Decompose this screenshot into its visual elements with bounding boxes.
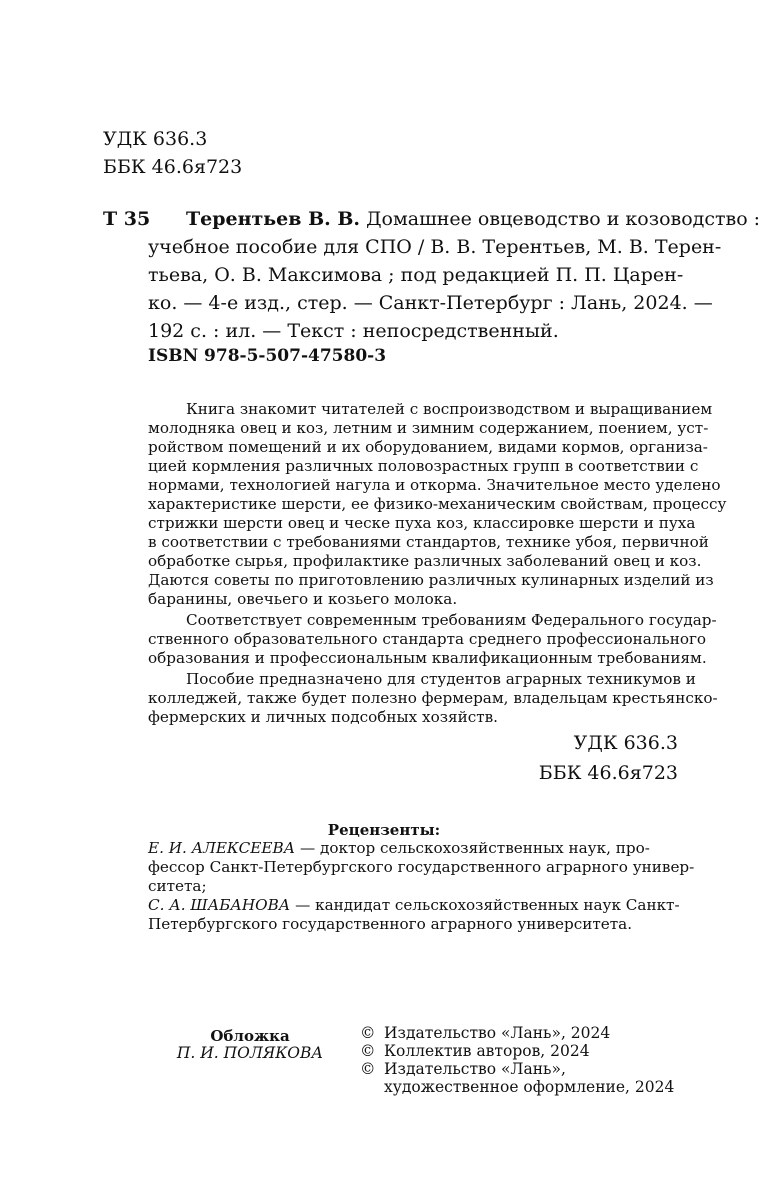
copyright-line — [360, 1042, 590, 1060]
annotation-line: нормами, технологией нагула и откорма. Значительное место уделено — [148, 476, 721, 494]
bib-line-3: тьева, О. В. Максимова ; под редакцией П. П. Царен- — [148, 264, 684, 286]
annotation-line: характеристике шерсти, ее физико-механическим свойствам, процессу — [148, 495, 727, 513]
annotation-line: фермерских и личных подсобных хозяйств. — [148, 708, 498, 726]
annotation-line: Пособие предназначено для студентов аграрных техникумов и — [186, 670, 696, 688]
annotation-line: стрижки шерсти овец и ческе пуха коз, классировке шерсти и пуха — [148, 514, 696, 532]
annotation-line: Книга знакомит читателей с воспроизводством и выращиванием — [186, 400, 713, 418]
annotation-line: колледжей, также будет полезно фермерам, владельцам крестьянско- — [148, 689, 718, 707]
copyright-text: художественное оформление, 2024 — [384, 1078, 675, 1096]
reviewer-1-line — [148, 839, 650, 857]
annotation-line: Соответствует современным требованиям Федерального государ- — [186, 611, 717, 629]
annotation-line: баранины, овечьего и козьего молока. — [148, 590, 458, 608]
reviewer-2-line — [148, 896, 680, 914]
bib-line-4: ко. — 4-е изд., стер. — Санкт-Петербург : Лань, 2024. — — [148, 292, 713, 314]
bib-title: Домашнее овцеводство и козоводство : — [360, 208, 761, 230]
bib-line-1 — [186, 208, 760, 230]
bib-line-2: учебное пособие для СПО / В. В. Терентьев, М. В. Терен- — [148, 236, 722, 258]
copyright-text: Издательство «Лань», — [384, 1060, 566, 1078]
reviewer-1-text: — доктор сельскохозяйственных наук, про- — [295, 839, 650, 857]
reviewer-1-name: Е. И. АЛЕКСЕЕВА — [148, 839, 296, 857]
author-name: Терентьев В. В. — [186, 208, 361, 230]
bbk-code: ББК 46.6я723 — [103, 156, 243, 178]
copyright-symbol: © — [360, 1060, 376, 1078]
copyright-text: Издательство «Лань», 2024 — [384, 1024, 611, 1042]
annotation-line: ройством помещений и их оборудованием, видами кормов, организа- — [148, 438, 708, 456]
cover-credit-title: Обложка — [210, 1027, 290, 1045]
copyright-line — [360, 1024, 610, 1042]
bbk-code-bottom: ББК 46.6я723 — [538, 762, 678, 784]
copyright-line — [360, 1060, 566, 1078]
annotation-line: обработке сырья, профилактике различных заболеваний овец и коз. — [148, 552, 702, 570]
annotation-line: молодняка овец и коз, летним и зимним содержанием, поением, уст- — [148, 419, 709, 437]
annotation-line: цией кормления различных половозрастных групп в соответствии с — [148, 457, 699, 475]
author-mark: Т 35 — [103, 208, 151, 230]
bib-line-5: 192 с. : ил. — Текст : непосредственный. — [148, 320, 559, 342]
udk-code: УДК 636.3 — [103, 128, 208, 150]
copyright-symbol: © — [360, 1024, 376, 1042]
annotation-line: образования и профессиональным квалификационным требованиям. — [148, 649, 707, 667]
isbn: ISBN 978-5-507-47580-3 — [148, 346, 387, 366]
cover-artist: П. И. ПОЛЯКОВА — [176, 1044, 324, 1062]
reviewers-title: Рецензенты: — [327, 821, 441, 839]
annotation-line: ственного образовательного стандарта среднего профессионального — [148, 630, 707, 648]
annotation-line: в соответствии с требованиями стандартов, технике убоя, первичной — [148, 533, 709, 551]
reviewer-2-text: — кандидат сельскохозяйственных наук Санкт- — [290, 896, 680, 914]
copyright-text: Коллектив авторов, 2024 — [384, 1042, 590, 1060]
reviewer-1-line: фессор Санкт-Петербургского государственного аграрного универ- — [148, 858, 695, 876]
copyright-symbol: © — [360, 1042, 376, 1060]
reviewer-2-line: Петербургского государственного аграрного университета. — [148, 915, 633, 933]
reviewer-1-line: ситета; — [148, 877, 207, 895]
copyright-line — [360, 1078, 674, 1096]
reviewer-2-name: С. А. ШАБАНОВА — [148, 896, 291, 914]
annotation-line: Даются советы по приготовлению различных кулинарных изделий из — [148, 571, 714, 589]
udk-code-bottom: УДК 636.3 — [573, 732, 678, 754]
